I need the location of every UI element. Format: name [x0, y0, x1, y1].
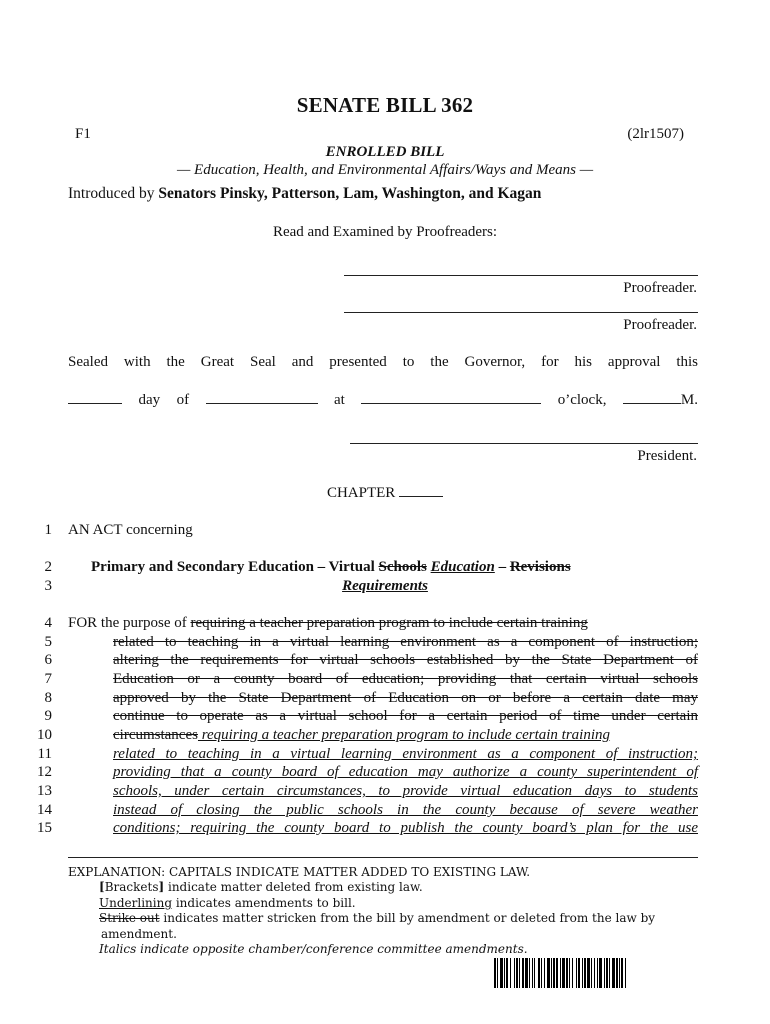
struck-line: approved by the State Department of Education on or before a certain date may: [113, 690, 698, 706]
bracket-open: [: [99, 880, 105, 894]
line-number: 3: [44, 578, 52, 594]
struck-line: related to teaching in a virtual learning environment as a component of instruction;: [113, 634, 698, 650]
struck-line: Education or a county board of education; providing that certain virtual schools: [113, 671, 698, 687]
inserted-text: requiring a teacher preparation program to include certain training: [197, 727, 611, 743]
inserted-line: providing that a county board of education may authorize a county superintendent of: [113, 764, 698, 780]
underlining-rest: indicates amendments to bill.: [172, 896, 356, 910]
strike-note-cont: amendment.: [101, 927, 177, 941]
proofreader-signature-line-2: [344, 312, 698, 313]
subject-text: Primary and Secondary Education – Virtual: [91, 559, 379, 575]
time-blank: [361, 391, 541, 404]
chapter-blank: [399, 484, 443, 497]
at-label: at: [333, 392, 345, 408]
bracket-close: ]: [158, 880, 165, 894]
explanation-label: EXPLANATION:: [68, 865, 170, 879]
oclock-label: o’clock,: [557, 392, 607, 408]
brackets-note: [99, 880, 423, 894]
line-number: 2: [44, 559, 52, 575]
line-number: 7: [44, 671, 52, 687]
day-label: day: [138, 392, 161, 408]
subject-dash: –: [494, 559, 510, 575]
strike-word: Strike out: [99, 911, 160, 925]
president-label: President.: [637, 448, 697, 464]
president-signature-line: [350, 443, 698, 444]
subject-code: F1: [75, 126, 91, 142]
struck-line: continue to operate as a virtual school for a certain period of time under certain: [113, 708, 698, 724]
meridiem-blank: [623, 391, 681, 404]
introduced-prefix: Introduced by: [68, 185, 159, 202]
struck-text: Revisions: [509, 559, 571, 575]
struck-text: Schools: [378, 559, 427, 575]
line-number: 10: [37, 727, 52, 743]
footer-rule: [68, 857, 698, 858]
inserted-line: instead of closing the public schools in the county because of severe weather: [113, 802, 698, 818]
bill-title: SENATE BILL 362: [296, 93, 474, 117]
line-number: 13: [37, 783, 52, 799]
brackets-word: Brackets: [104, 880, 159, 894]
meridiem-group: [623, 391, 698, 409]
inserted-text: Education: [430, 559, 495, 575]
line-number: 1: [44, 522, 52, 538]
strike-rest: indicates matter stricken from the bill by amendment or deleted from the law by: [159, 911, 656, 925]
sealed-statement: Sealed with the Great Seal and presented to the Governor, for his approval this: [68, 354, 698, 370]
chapter-line: [0, 484, 770, 502]
line-number: 14: [37, 802, 52, 818]
underlining-note: [99, 896, 356, 910]
inserted-line: related to teaching in a virtual learning environment as a component of instruction;: [113, 746, 698, 762]
explanation-caps: CAPITALS INDICATE MATTER ADDED TO EXISTING LAW.: [169, 865, 531, 879]
struck-text: requiring a teacher preparation program to include certain training: [190, 615, 588, 631]
line-number: 5: [44, 634, 52, 650]
inserted-line: conditions; requiring the county board to publish the county board’s plan for the use: [113, 820, 698, 836]
line-number: 15: [37, 820, 52, 836]
drafting-code: (2lr1507): [627, 126, 684, 142]
bill-subject-line-2: [0, 578, 770, 595]
month-blank: [206, 391, 318, 404]
line-number: 9: [44, 708, 52, 724]
explanation-line: [68, 865, 530, 879]
m-label: M.: [680, 392, 698, 408]
line-number: 6: [44, 652, 52, 668]
proofreader-label-1: Proofreader.: [623, 280, 697, 296]
inserted-line: schools, under certain circumstances, to provide virtual education days to students: [113, 783, 698, 799]
underlining-word: Underlining: [99, 896, 173, 910]
purpose-lead: FOR the purpose of: [68, 615, 191, 631]
italics-note: Italics indicate opposite chamber/conference committee amendments.: [99, 942, 528, 956]
line-number: 8: [44, 690, 52, 706]
line-number: 11: [37, 746, 52, 762]
mixed-line: [113, 727, 610, 744]
of-label: of: [176, 392, 190, 408]
strike-note: [99, 911, 655, 925]
introduced-by: [68, 185, 541, 203]
inserted-text: Requirements: [342, 578, 428, 594]
struck-line: altering the requirements for virtual schools established by the State Department of: [113, 652, 698, 668]
day-blank: [68, 391, 122, 404]
proofreader-signature-line-1: [344, 275, 698, 276]
struck-text: circumstances: [113, 727, 198, 743]
chapter-label: CHAPTER: [326, 485, 396, 501]
read-examined-label: Read and Examined by Proofreaders:: [272, 224, 498, 240]
act-concerning: AN ACT concerning: [68, 522, 193, 538]
bill-status: ENROLLED BILL: [325, 144, 445, 160]
bill-subject-line: [91, 559, 571, 576]
proofreader-label-2: Proofreader.: [623, 317, 697, 333]
sponsors: Senators Pinsky, Patterson, Lam, Washington, and Kagan: [158, 185, 542, 202]
day-time-line: [68, 391, 698, 409]
barcode-image: [494, 958, 678, 988]
purpose-line: [68, 615, 588, 632]
line-number: 12: [37, 764, 52, 780]
brackets-rest: indicate matter deleted from existing law.: [164, 880, 423, 894]
committee-line: — Education, Health, and Environmental Affairs/Ways and Means —: [176, 162, 594, 178]
line-number: 4: [44, 615, 52, 631]
